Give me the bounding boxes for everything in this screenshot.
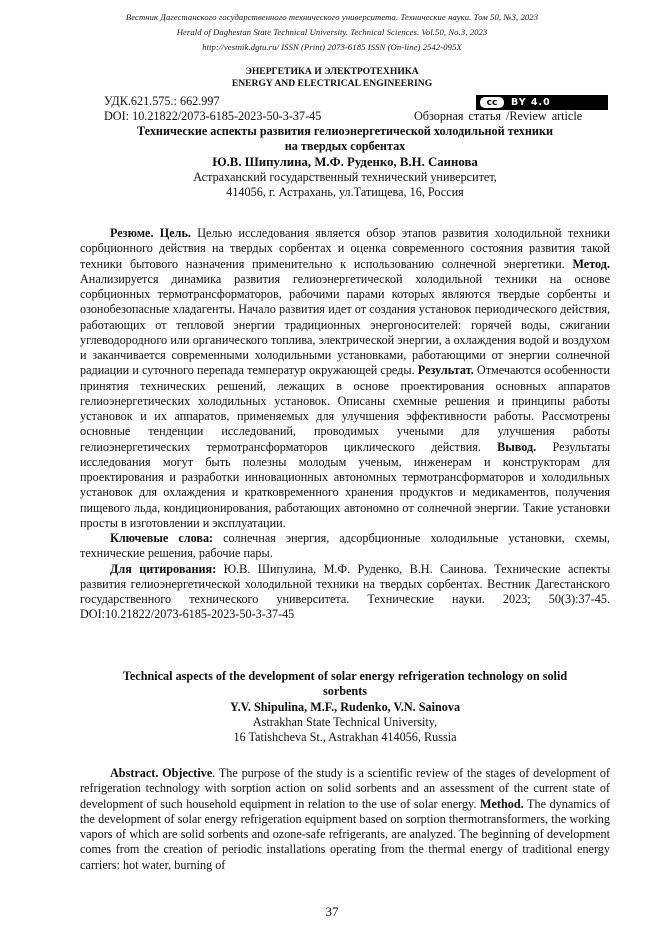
title-en-line2: sorbents	[322, 684, 367, 699]
journal-header-en: Herald of Daghestan State Technical University. Technical Sciences. Vol.50, No.3, 2023	[176, 27, 488, 37]
citation-text: Ю.В. Шипулина, М.Ф. Руденко, В.Н. Саинова. Технические аспекты развития гелиоэнергетической холодильной техники на твердых сорбентах. Вестник Дагестанского государственного технического университета. Технические науки. 2023; 50(3):37-45. DOI:10.21822/2073-6185-2023-50-3-37-45	[80, 561, 611, 622]
objective-label: Objective	[162, 766, 213, 780]
abstract-label-ru: Резюме.	[110, 226, 154, 240]
conclusion-label: Вывод.	[497, 439, 537, 454]
abstract-ru	[80, 226, 610, 623]
affiliation-ru-line2: 414056, г. Астрахань, ул.Татищева, 16, Россия	[226, 185, 464, 199]
goal-text: Целью исследования является обзор этапов развития холодильной техники сорбционного действия на твердых сорбентах и оценка современного состояния развития такой техники бытового назначения применительно к использованию солнечной энергетики.	[80, 226, 610, 271]
section-title-ru: ЭНЕРГЕТИКА И ЭЛЕКТРОТЕХНИКА	[245, 66, 419, 77]
citation-label: Для цитирования:	[110, 561, 217, 576]
objective-text: . The purpose of the study is a scientific review of the stages of development of refrigeration technology with sorption action on solid sorbents and an assessment of the current state of development of such household equipment in relation to the use of solar energy.	[80, 766, 610, 811]
journal-header-issn: http://vestnik.dgtu.ru/ ISSN (Print) 2073-6185 ISSN (On-line) 2542-095X	[202, 42, 462, 52]
affiliation-ru-line1: Астраханский государственный технический университет,	[193, 169, 497, 184]
title-ru-line1: Технические аспекты развития гелиоэнергетической холодильной техники	[137, 124, 553, 138]
authors-ru: Ю.В. Шипулина, М.Ф. Руденко, В.Н. Саинова	[212, 154, 478, 169]
affiliation-en-line1: Astrakhan State Technical University,	[252, 714, 438, 729]
title-ru-line2: на твердых сорбентах	[284, 139, 406, 154]
keywords-label: Ключевые слова:	[110, 531, 214, 545]
keywords-text: солнечная энергия, адсорбционные холодильные установки, схемы, технические решения, рабочие пары.	[80, 531, 610, 561]
cc-icon: cc	[479, 96, 505, 109]
goal-label: Цель.	[159, 226, 191, 240]
result-text: Отмечаются особенности принятия технических решений, лежащих в основе проектирования основных аппаратов гелиоэнергетических холодильных установок. Описаны схемные решения и принципы работы установок и их аппаратов, применяемых для улучшения эффективности работы. Рассмотрены основные тенденции исследований, проводимых учеными для улучшения работы гелиоэнергетических термотрансформаторов циклического действия.	[80, 363, 611, 454]
journal-header-ru: Вестник Дагестанского государственного технического университета. Технические науки. Том 50, №3, 2023	[125, 12, 539, 22]
affiliation-en-line2: 16 Tatishcheva St., Astrakhan 414056, Russia	[233, 730, 457, 744]
conclusion-text: Результаты исследования могут быть полезны молодым ученым, инженерам и конструкторам для проектирования и разработки инновационных автономных термотрансформаторов и холодильных установок для охлаждения и кратковременного хранения продуктов и медикаментов, получения пищевого льда, кондиционирования, работающих автономно от солнечной энергии. Такие установки просты в изготовлении и эксплуатации.	[80, 439, 611, 530]
abstract-en	[80, 766, 610, 873]
section-title-en: ENERGY AND ELECTRICAL ENGINEERING	[231, 78, 433, 89]
method-text-ru: Анализируется динамика развития гелиоэнергетической холодильной техники на основе сорбционных термотрансформаторов, рабочими парами которых являются твердые сорбенты и озонобезопасные хладагенты. Начало развития идет от создания установок периодического действия, работающих от тепловой энергии традиционных энергоносителей: горячей воды, сжигании углеводородного или органического топлива, электрической энергии, а охлаждения водой и воздухом и заканчивается современными холодильными установками, работающими от энергии солнечной радиации и суточного перепада температур окружающей среды.	[80, 271, 610, 378]
cc-license-badge	[476, 95, 608, 110]
article-type: Обзорная статья /Review article	[414, 109, 583, 123]
page-number: 37	[325, 904, 339, 919]
method-label-ru: Метод.	[572, 256, 610, 271]
license-label: BY 4.0	[511, 97, 551, 108]
udc: УДК.621.575.: 662.997	[104, 94, 220, 108]
result-label: Результат.	[417, 363, 474, 378]
method-text-en: The dynamics of the development of solar energy refrigeration equipment based on sorption thermotransformers, the working vapors of which are solid sorbents and ozone-safe refrigerants, are analyzed. The beginning of development comes from the creation of periodic installations operating from the thermal energy of traditional energy carriers: hot water, burning of	[80, 796, 611, 872]
abstract-label-en: Abstract.	[110, 766, 159, 780]
title-en-line1: Technical aspects of the development of solar energy refrigeration technology on solid	[122, 669, 568, 683]
doi: DOI: 10.21822/2073-6185-2023-50-3-37-45	[104, 109, 322, 123]
authors-en: Y.V. Shipulina, M.F., Rudenko, V.N. Sainova	[229, 699, 461, 714]
method-label-en: Method.	[479, 796, 524, 811]
